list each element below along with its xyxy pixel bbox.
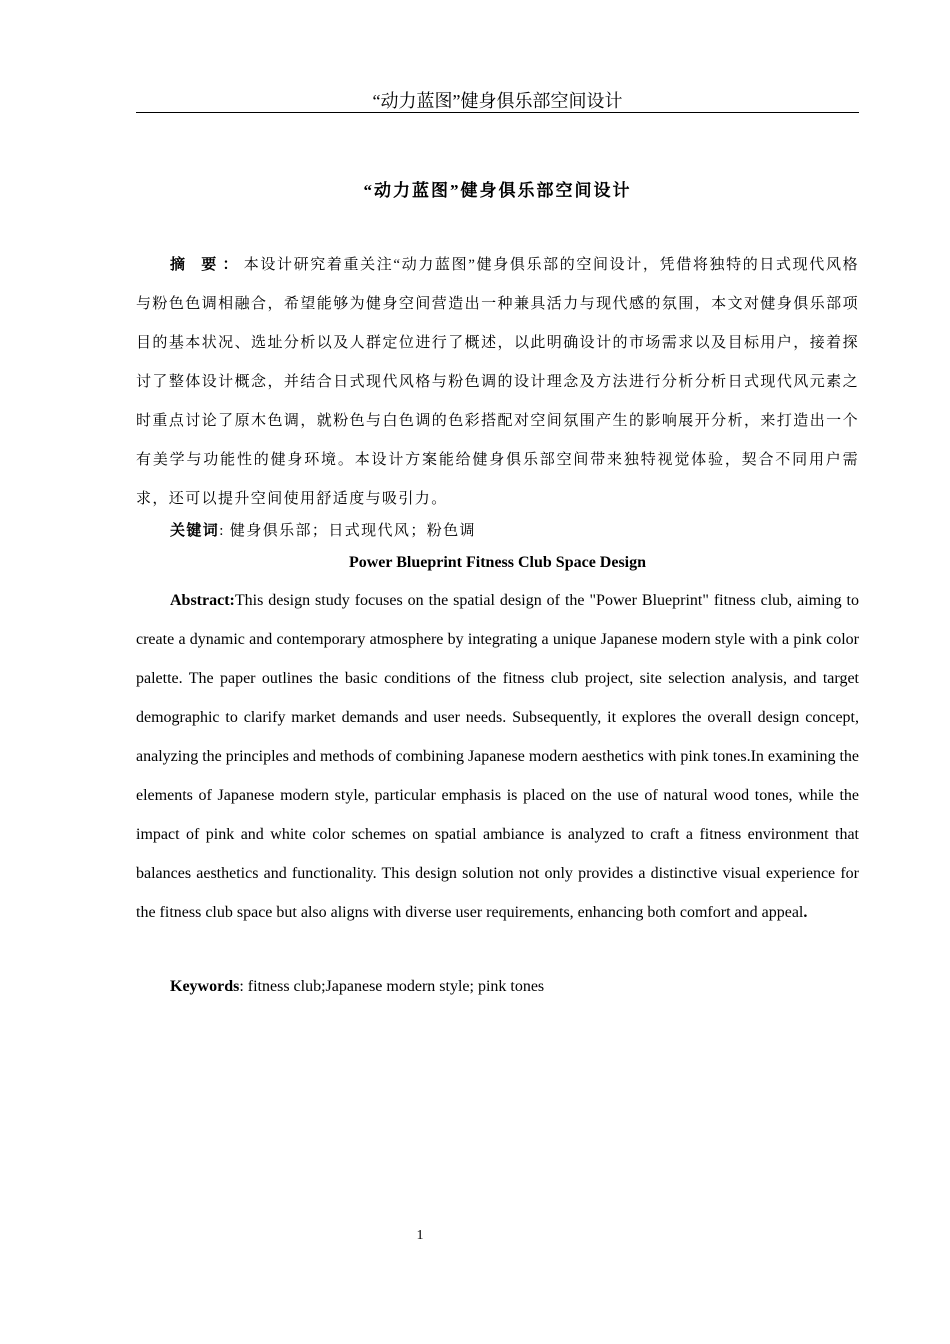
chinese-abstract <box>136 246 859 519</box>
english-keywords-text: : fitness club;Japanese modern style; pink tones <box>239 978 545 995</box>
running-header-title: “动力蓝图”健身俱乐部空间设计 <box>372 91 623 111</box>
english-abstract-end-mark: . <box>803 904 808 921</box>
chinese-keywords <box>170 517 476 545</box>
page-number: 1 <box>416 1228 424 1243</box>
english-keywords <box>170 975 544 999</box>
english-abstract <box>136 581 859 932</box>
chinese-abstract-label: 摘 要： <box>170 257 244 273</box>
english-title: Power Blueprint Fitness Club Space Design <box>348 554 647 571</box>
chinese-abstract-text: 本设计研究着重关注“动力蓝图”健身俱乐部的空间设计，凭借将独特的日式现代风格与粉色色调相融合，希望能够为健身空间营造出一种兼具活力与现代感的氛围，本文对健身俱乐部项目的基本状况、选址分析以及人群定位进行了概述，以此明确设计的市场需求以及目标用户，接着探讨了整体设计概念，并结合日式现代风格与粉色调的设计理念及方法进行分析分析日式现代风元素之时重点讨论了原木色调，就粉色与白色调的色彩搭配对空间氛围产生的影响展开分析，来打造出一个有美学与功能性的健身环境。本设计方案能给健身俱乐部空间带来独特视觉体验，契合不同用户需求，还可以提升空间使用舒适度与吸引力。 <box>136 257 859 507</box>
chinese-title: “动力蓝图”健身俱乐部空间设计 <box>363 181 632 200</box>
chinese-keywords-label: 关键词 <box>170 523 220 539</box>
english-keywords-label: Keywords <box>170 978 240 995</box>
running-header <box>136 90 859 113</box>
english-abstract-text: This design study focuses on the spatial design of the "Power Blueprint" fitness club, aiming to create a dynamic and contemporary atmosphere by integrating a unique Japanese modern style with a pink color palette. The paper outlines the basic conditions of the fitness club project, site selection analysis, and target demographic to clarify market demands and user needs. Subsequently, it explores the overall design concept, analyzing the principles and methods of combining Japanese modern aesthetics with pink tones.In examining the elements of Japanese modern style, particular emphasis is placed on the use of natural wood tones, while the impact of pink and white color schemes on spatial ambiance is analyzed to craft a fitness environment that balances aesthetics and functionality. This design solution not only provides a distinctive visual experience for the fitness club space but also aligns with diverse user requirements, enhancing both comfort and appeal <box>136 592 859 921</box>
english-abstract-label: Abstract: <box>170 592 235 609</box>
chinese-keywords-text: 健身俱乐部；日式现代风；粉色调 <box>229 523 476 539</box>
chinese-keywords-separator: : <box>219 523 230 539</box>
